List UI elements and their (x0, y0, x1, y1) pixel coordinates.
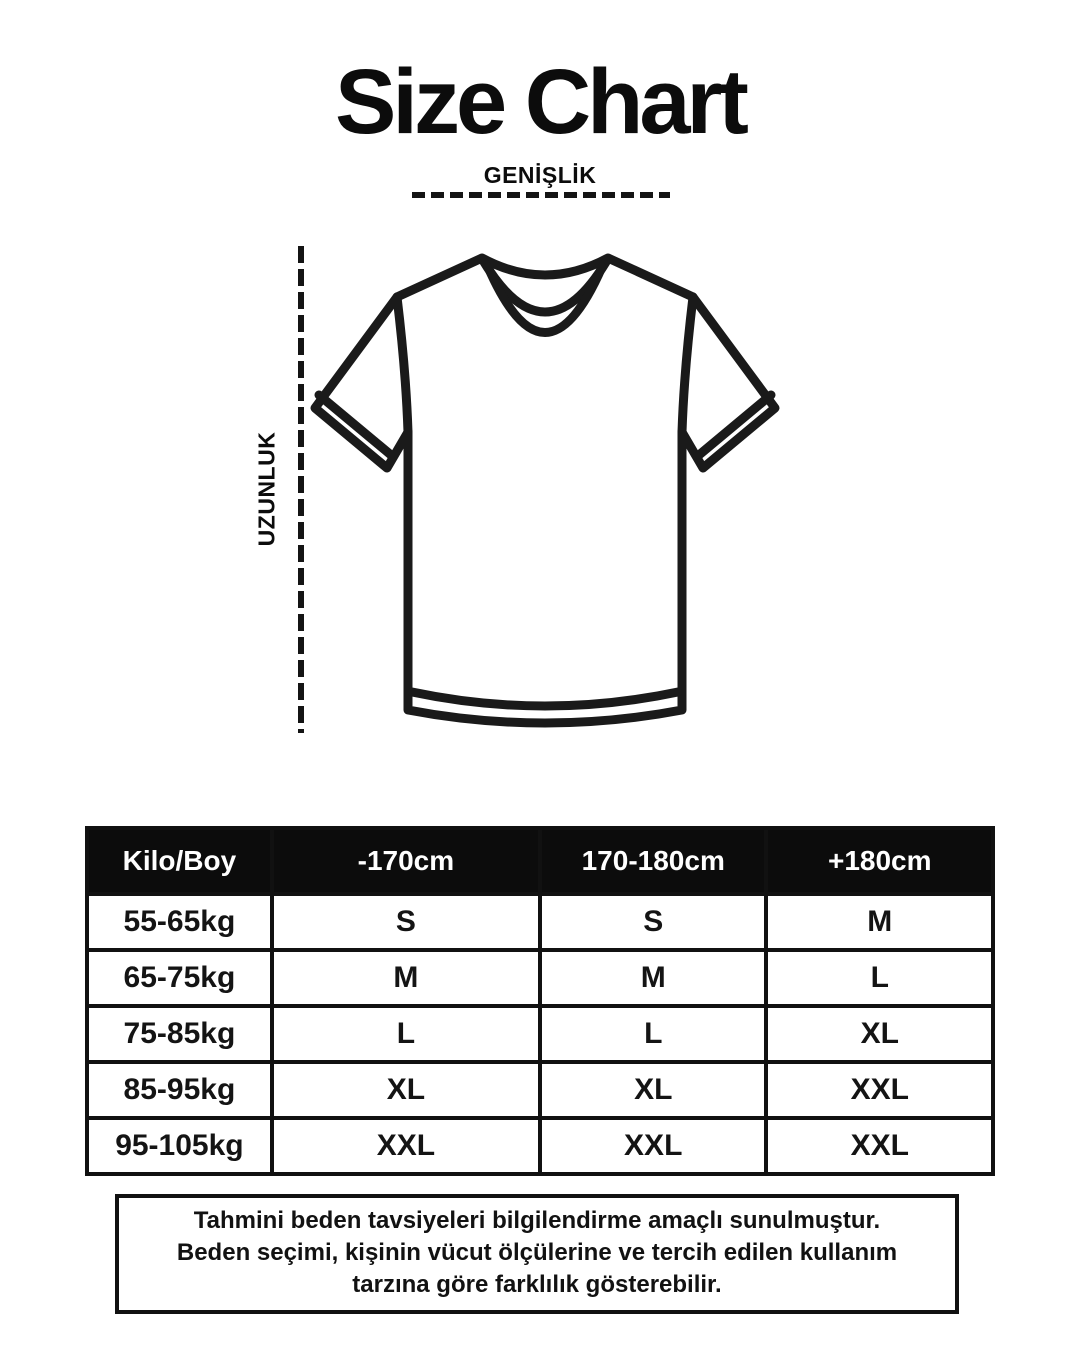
width-dimension-label: GENİŞLİK (483, 162, 597, 188)
table-cell: L (272, 1006, 540, 1062)
table-cell: 85-95kg (87, 1062, 272, 1118)
table-cell: 75-85kg (87, 1006, 272, 1062)
table-cell: L (540, 1006, 767, 1062)
table-cell: XL (766, 1006, 993, 1062)
table-cell: 55-65kg (87, 894, 272, 950)
table-row (87, 1062, 993, 1118)
length-dimension-label: UZUNLUK (253, 431, 280, 547)
table-cell: XXL (766, 1062, 993, 1118)
table-header-cell: -170cm (272, 828, 540, 894)
note-text-line: tarzına göre farklılık gösterebilir. (352, 1271, 722, 1298)
table-row (87, 950, 993, 1006)
table-cell: M (540, 950, 767, 1006)
note-text-line: Tahmini beden tavsiyeleri bilgilendirme amaçlı sunulmuştur. (193, 1207, 881, 1234)
table-header-cell: +180cm (766, 828, 993, 894)
width-dashed-line (412, 192, 670, 198)
table-header-cell: 170-180cm (540, 828, 767, 894)
table-cell: M (272, 950, 540, 1006)
table-header-row (87, 828, 993, 894)
table-header-cell: Kilo/Boy (87, 828, 272, 894)
table-cell: 65-75kg (87, 950, 272, 1006)
size-table (85, 826, 995, 1176)
table-cell: L (766, 950, 993, 1006)
page-title: Size Chart (335, 51, 745, 153)
table-row (87, 1118, 993, 1174)
tshirt-outline-icon (300, 240, 790, 740)
table-cell: XXL (272, 1118, 540, 1174)
note-box (115, 1194, 959, 1314)
table-cell: S (540, 894, 767, 950)
table-cell: M (766, 894, 993, 950)
table-cell: XL (272, 1062, 540, 1118)
note-text-line: Beden seçimi, kişinin vücut ölçülerine ve tercih edilen kullanım (176, 1239, 898, 1266)
table-cell: S (272, 894, 540, 950)
table-cell: XXL (766, 1118, 993, 1174)
table-row (87, 894, 993, 950)
table-cell: 95-105kg (87, 1118, 272, 1174)
table-row (87, 1006, 993, 1062)
table-cell: XL (540, 1062, 767, 1118)
table-cell: XXL (540, 1118, 767, 1174)
